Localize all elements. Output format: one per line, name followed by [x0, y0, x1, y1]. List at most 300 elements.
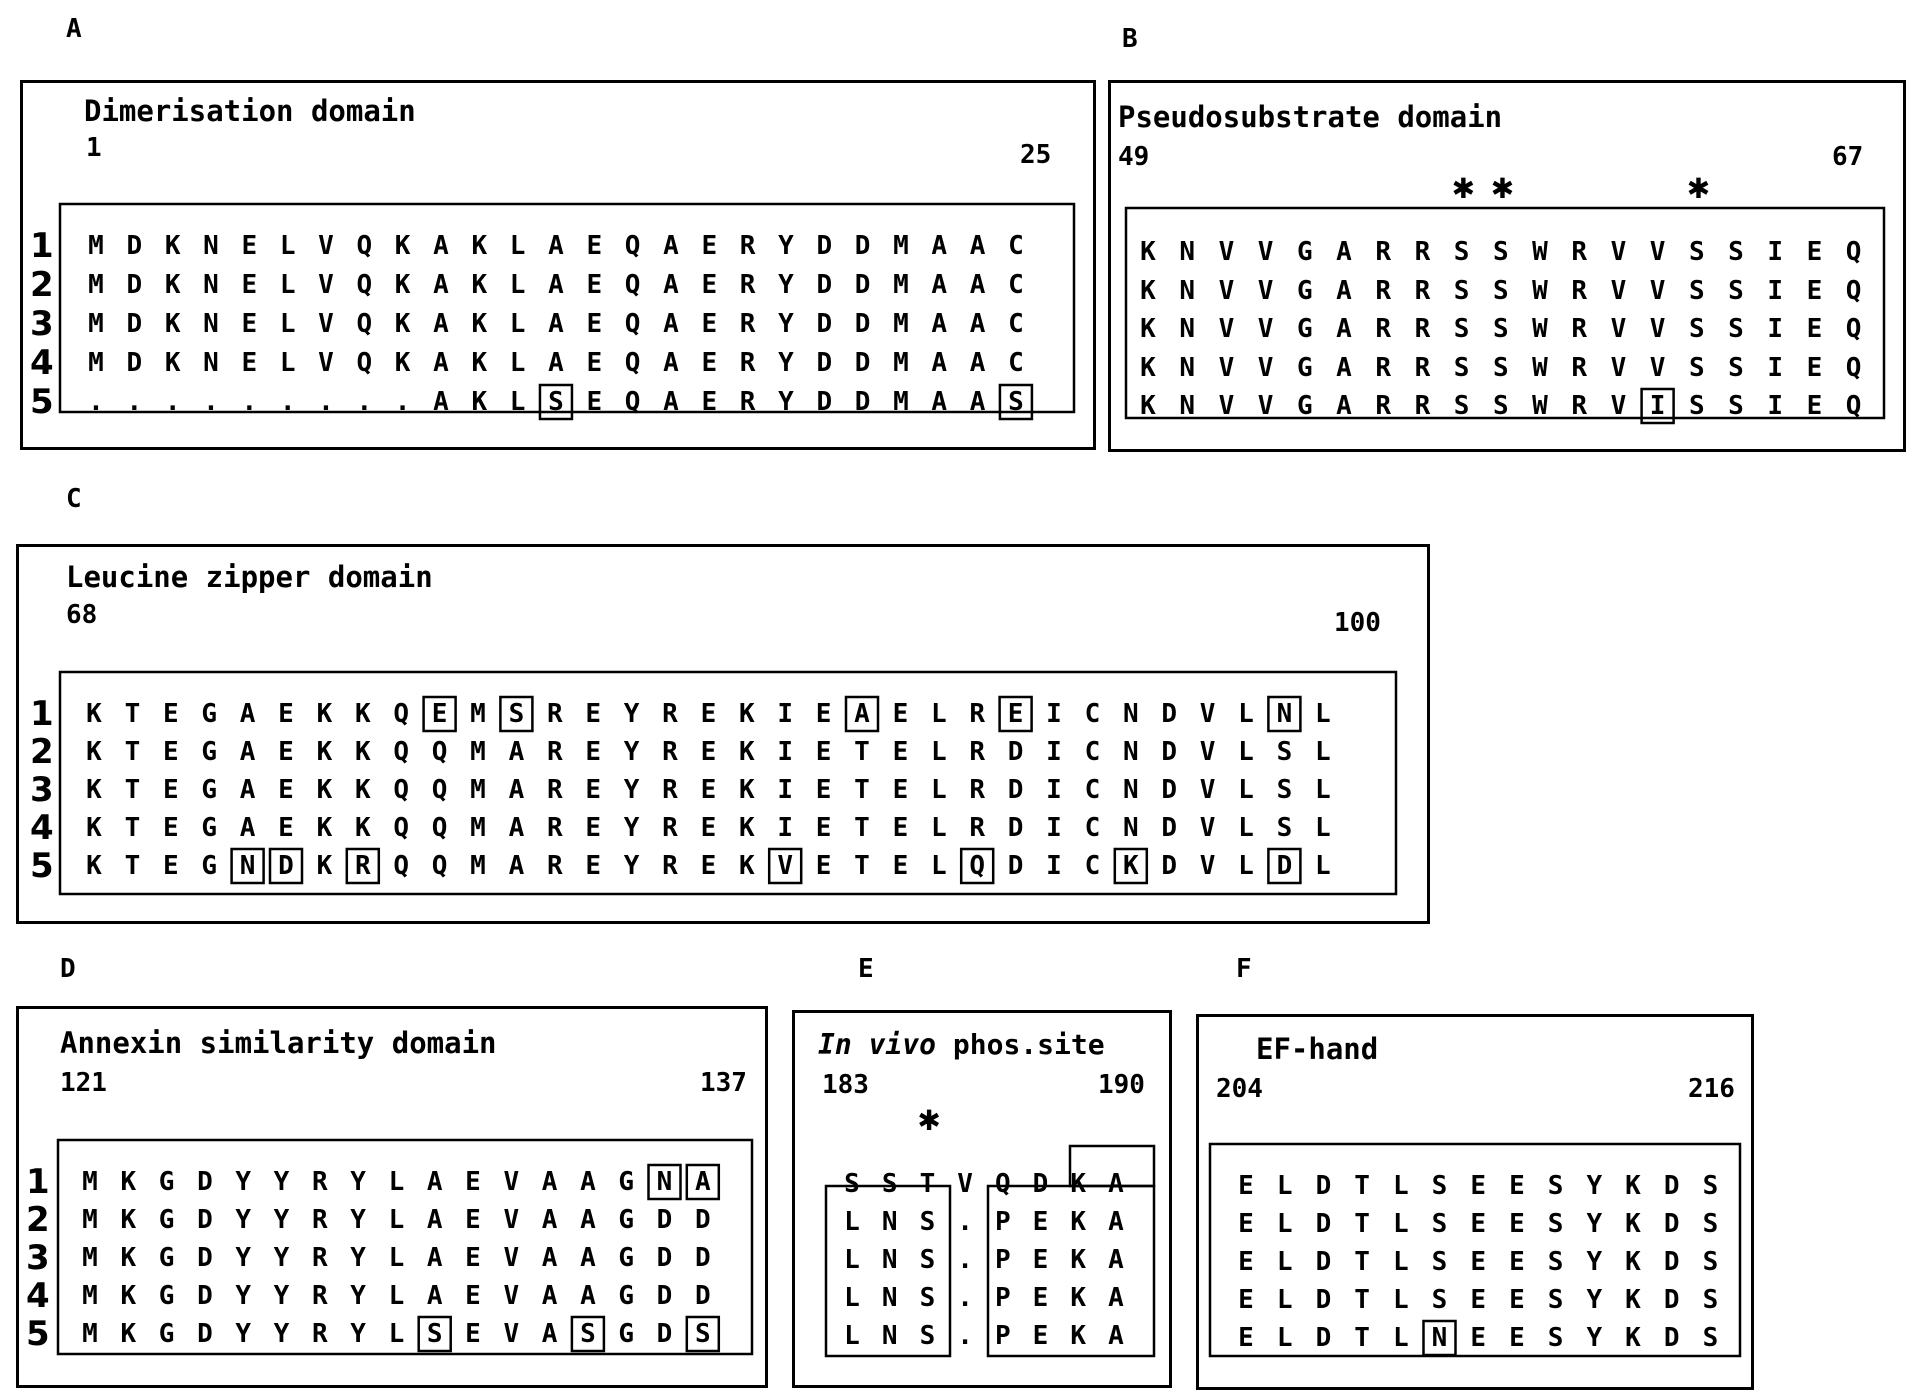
residue: K	[354, 699, 371, 729]
panel-label-a: A	[66, 14, 82, 44]
residue: Q	[393, 813, 410, 843]
residue: G	[618, 1281, 635, 1311]
residue: Y	[778, 348, 794, 378]
residue: I	[1767, 275, 1784, 306]
panel-a-start-number: 1	[86, 133, 102, 163]
residue: E	[815, 699, 832, 729]
residue: N	[203, 348, 219, 378]
residue: K	[86, 737, 102, 767]
residue: Q	[393, 699, 410, 729]
residue: K	[316, 851, 333, 881]
residue: E	[241, 348, 258, 378]
residue: K	[1140, 237, 1156, 267]
residue: D	[694, 1243, 711, 1273]
residue: E	[586, 348, 603, 378]
residue: S	[1688, 275, 1705, 306]
residue: S	[1453, 314, 1470, 344]
residue: L	[279, 309, 296, 339]
residue: D	[1276, 851, 1293, 881]
residue: S	[1728, 275, 1744, 306]
residue: E	[815, 737, 832, 767]
residue: Q	[356, 348, 373, 378]
residue: T	[1354, 1285, 1370, 1315]
residue: V	[1199, 737, 1216, 767]
panel-d-row-label: 1	[26, 1162, 50, 1202]
residue: K	[1140, 275, 1156, 306]
residue: R	[1571, 275, 1588, 306]
residue: E	[1806, 391, 1823, 421]
residue: T	[124, 775, 141, 805]
residue: K	[1070, 1207, 1087, 1237]
residue: V	[1649, 237, 1666, 267]
residue: E	[892, 775, 909, 805]
residue: T	[124, 737, 141, 767]
residue: K	[1625, 1247, 1641, 1277]
residue: E	[585, 737, 602, 767]
residue: E	[1470, 1285, 1487, 1315]
residue: Q	[356, 309, 373, 339]
residue: A	[433, 348, 449, 378]
residue: E	[1032, 1207, 1049, 1237]
residue: E	[1238, 1247, 1254, 1277]
residue: K	[394, 348, 411, 378]
residue: E	[700, 813, 717, 843]
residue: D	[1161, 813, 1178, 843]
residue: R	[739, 387, 756, 417]
residue: R	[1571, 352, 1588, 383]
residue: V	[1218, 314, 1235, 344]
residue: K	[471, 309, 488, 339]
residue: D	[694, 1205, 711, 1235]
residue: K	[738, 737, 755, 767]
residue: E	[585, 851, 602, 881]
residue: L	[1238, 813, 1254, 843]
residue: R	[662, 699, 678, 729]
residue: M	[88, 270, 104, 300]
residue: A	[239, 775, 256, 805]
residue: V	[1257, 237, 1274, 267]
residue: E	[241, 309, 258, 339]
residue: T	[1354, 1209, 1370, 1239]
residue: K	[164, 231, 181, 261]
residue: E	[892, 813, 909, 843]
residue: S	[1547, 1247, 1564, 1277]
residue: E	[1509, 1285, 1525, 1315]
residue: D	[1007, 813, 1024, 843]
residue: E	[815, 851, 832, 881]
residue: Q	[969, 851, 986, 881]
residue: E	[278, 775, 294, 805]
residue: Y	[235, 1205, 252, 1235]
residue: S	[1453, 275, 1470, 306]
residue: E	[1806, 314, 1823, 344]
residue: K	[86, 813, 102, 843]
residue: W	[1532, 352, 1548, 383]
residue: K	[471, 387, 488, 417]
panel-d-row-label: 4	[26, 1276, 50, 1316]
residue: C	[1008, 309, 1024, 339]
residue: I	[777, 775, 794, 805]
residue: D	[126, 231, 143, 261]
residue: N	[1122, 813, 1139, 843]
residue: V	[1649, 352, 1666, 383]
residue: D	[197, 1281, 213, 1311]
residue: K	[1122, 851, 1139, 881]
residue: K	[1625, 1171, 1641, 1201]
residue: A	[580, 1281, 596, 1311]
residue: R	[311, 1281, 328, 1311]
residue: E	[701, 309, 718, 339]
residue: R	[1571, 314, 1588, 344]
residue: E	[1238, 1285, 1254, 1315]
residue: I	[1046, 699, 1062, 729]
panel-e-title-italic: In vivo	[818, 1028, 937, 1061]
residue: N	[1122, 775, 1139, 805]
residue: A	[969, 387, 986, 417]
residue: N	[239, 851, 256, 881]
residue: Y	[623, 813, 640, 843]
residue: .	[957, 1321, 973, 1351]
residue: E	[700, 775, 717, 805]
residue: E	[465, 1167, 481, 1197]
residue: Q	[624, 309, 641, 339]
residue: A	[1108, 1207, 1124, 1237]
panel-label-b: B	[1122, 24, 1138, 54]
residue: D	[197, 1205, 213, 1235]
residue: A	[426, 1281, 443, 1311]
residue: M	[88, 348, 104, 378]
residue: K	[120, 1319, 137, 1349]
residue: E	[465, 1205, 481, 1235]
residue: A	[508, 813, 525, 843]
residue: V	[1610, 237, 1627, 267]
phosphorylation-star-icon: ✱	[1451, 172, 1476, 205]
residue: A	[548, 231, 564, 261]
residue: K	[394, 231, 411, 261]
residue: E	[815, 775, 832, 805]
panel-c-row-label: 5	[30, 846, 54, 886]
residue: R	[1414, 314, 1431, 344]
residue: G	[1296, 314, 1313, 344]
residue: A	[426, 1167, 443, 1197]
residue: R	[311, 1205, 328, 1235]
residue: R	[1375, 391, 1392, 421]
residue: Q	[356, 270, 373, 300]
residue: K	[316, 813, 333, 843]
residue: S	[1688, 391, 1705, 421]
residue: R	[1414, 275, 1431, 306]
residue: Y	[350, 1205, 366, 1235]
residue: T	[854, 813, 870, 843]
residue: L	[1276, 1247, 1293, 1277]
residue: .	[318, 387, 334, 417]
residue: N	[881, 1245, 898, 1275]
residue: Y	[1586, 1209, 1603, 1239]
residue: E	[1806, 352, 1823, 383]
panel-b-title: Pseudosubstrate domain	[1118, 100, 1503, 134]
residue: Q	[1845, 391, 1862, 421]
residue: E	[465, 1281, 481, 1311]
residue: A	[239, 737, 256, 767]
residue: M	[82, 1243, 98, 1273]
residue: V	[1610, 391, 1627, 421]
residue: Y	[623, 737, 640, 767]
panel-c-title: Leucine zipper domain	[66, 560, 433, 594]
residue: Q	[624, 270, 641, 300]
residue: D	[197, 1167, 213, 1197]
residue: E	[465, 1319, 481, 1349]
residue: A	[433, 309, 449, 339]
residue: A	[541, 1243, 558, 1273]
residue: D	[197, 1243, 213, 1273]
residue: D	[816, 387, 833, 417]
residue: .	[164, 387, 181, 417]
residue: K	[1070, 1245, 1087, 1275]
residue: R	[311, 1167, 328, 1197]
residue: N	[203, 270, 219, 300]
residue: A	[1336, 275, 1352, 306]
residue: D	[1663, 1285, 1680, 1315]
residue: A	[663, 348, 679, 378]
residue: E	[278, 737, 294, 767]
residue: D	[1663, 1209, 1680, 1239]
residue: E	[700, 737, 717, 767]
residue: Q	[624, 348, 641, 378]
residue: R	[311, 1319, 328, 1349]
residue: S	[1702, 1323, 1719, 1353]
residue: S	[1702, 1285, 1719, 1315]
residue: Y	[778, 270, 794, 300]
residue: K	[120, 1281, 137, 1311]
residue: E	[701, 270, 718, 300]
residue: A	[663, 309, 679, 339]
residue: Y	[778, 387, 794, 417]
residue: E	[586, 309, 603, 339]
residue: K	[1070, 1321, 1087, 1351]
residue: M	[82, 1281, 98, 1311]
residue: S	[1728, 391, 1744, 421]
residue: G	[201, 737, 218, 767]
residue: Y	[273, 1167, 290, 1197]
residue: D	[656, 1243, 673, 1273]
residue: A	[541, 1319, 558, 1349]
residue: L	[388, 1319, 405, 1349]
residue: L	[844, 1283, 860, 1313]
residue: G	[158, 1243, 175, 1273]
residue: W	[1532, 391, 1548, 421]
residue: P	[994, 1207, 1011, 1237]
residue: T	[124, 699, 141, 729]
residue: E	[1238, 1323, 1254, 1353]
residue: D	[854, 387, 871, 417]
residue: T	[1354, 1247, 1370, 1277]
residue: E	[1470, 1209, 1487, 1239]
residue: .	[203, 387, 219, 417]
residue: V	[318, 270, 334, 300]
residue: A	[1336, 391, 1352, 421]
residue: R	[739, 270, 756, 300]
residue: A	[1108, 1169, 1124, 1199]
residue: S	[1702, 1247, 1719, 1277]
residue: L	[844, 1321, 860, 1351]
residue: D	[126, 309, 143, 339]
residue: T	[124, 851, 141, 881]
residue: S	[1276, 737, 1293, 767]
residue: Y	[235, 1243, 252, 1273]
residue: D	[1663, 1323, 1680, 1353]
panel-a-row-label: 5	[30, 382, 54, 422]
panel-c-row-label: 2	[30, 732, 54, 772]
residue: L	[279, 270, 296, 300]
residue: E	[585, 699, 602, 729]
residue: L	[930, 851, 947, 881]
residue: Y	[273, 1281, 290, 1311]
residue: R	[969, 813, 986, 843]
residue: L	[1314, 699, 1331, 729]
residue: T	[1354, 1323, 1370, 1353]
residue: L	[1392, 1323, 1409, 1353]
panel-f-title: EF-hand	[1256, 1032, 1379, 1066]
residue: R	[1414, 391, 1431, 421]
residue: Y	[235, 1319, 252, 1349]
residue: L	[844, 1245, 860, 1275]
panel-a-row-label: 3	[30, 304, 54, 344]
residue: E	[278, 699, 294, 729]
residue: V	[1257, 391, 1274, 421]
residue: .	[957, 1245, 973, 1275]
residue: E	[1238, 1171, 1254, 1201]
residue: Q	[624, 387, 641, 417]
residue: L	[1314, 775, 1331, 805]
residue: D	[1315, 1247, 1332, 1277]
panel-c-row-label: 1	[30, 694, 54, 734]
residue: T	[919, 1169, 936, 1199]
residue: V	[503, 1319, 520, 1349]
residue: L	[1314, 737, 1331, 767]
residue: E	[585, 775, 602, 805]
residue: V	[777, 851, 794, 881]
residue: G	[618, 1243, 635, 1273]
residue: N	[1122, 737, 1139, 767]
residue: D	[854, 270, 871, 300]
residue: D	[1663, 1247, 1680, 1277]
residue: N	[1431, 1323, 1448, 1353]
residue: G	[158, 1281, 175, 1311]
residue: V	[1610, 352, 1627, 383]
residue: M	[893, 387, 909, 417]
residue: K	[316, 699, 333, 729]
panel-e-start-number: 183	[822, 1070, 869, 1100]
residue: E	[815, 813, 832, 843]
residue: S	[919, 1283, 936, 1313]
residue: I	[1046, 737, 1062, 767]
residue: D	[1315, 1285, 1332, 1315]
residue: S	[1702, 1209, 1719, 1239]
residue: E	[892, 851, 909, 881]
residue: G	[1296, 352, 1313, 383]
residue: K	[471, 231, 488, 261]
residue: R	[1414, 352, 1431, 383]
residue: M	[82, 1167, 98, 1197]
residue: G	[158, 1167, 175, 1197]
residue: A	[239, 699, 256, 729]
residue: V	[503, 1243, 520, 1273]
residue: A	[694, 1167, 711, 1197]
residue: S	[508, 699, 525, 729]
residue: W	[1532, 275, 1548, 306]
residue: P	[994, 1321, 1011, 1351]
residue: L	[509, 348, 526, 378]
residue: D	[816, 270, 833, 300]
residue: A	[1336, 352, 1352, 383]
residue: L	[1314, 813, 1331, 843]
residue: E	[1032, 1245, 1049, 1275]
residue: M	[88, 231, 104, 261]
residue: S	[1547, 1285, 1564, 1315]
panel-a-row-label: 1	[30, 226, 54, 266]
residue: R	[546, 699, 563, 729]
panel-f-start-number: 204	[1216, 1074, 1263, 1104]
residue: L	[1276, 1171, 1293, 1201]
residue: E	[162, 775, 179, 805]
residue: R	[662, 737, 678, 767]
residue: R	[662, 775, 678, 805]
residue: K	[1140, 314, 1156, 344]
residue: K	[394, 309, 411, 339]
residue: S	[1688, 352, 1705, 383]
residue: A	[426, 1243, 443, 1273]
residue: L	[930, 813, 947, 843]
residue: A	[508, 851, 525, 881]
residue: K	[86, 851, 102, 881]
residue: E	[1470, 1247, 1487, 1277]
residue: R	[662, 813, 678, 843]
residue: D	[126, 270, 143, 300]
residue: A	[433, 270, 449, 300]
residue: E	[1806, 275, 1823, 306]
residue: Q	[393, 775, 410, 805]
residue: C	[1008, 348, 1024, 378]
residue: E	[1032, 1283, 1049, 1313]
residue: A	[931, 309, 948, 339]
residue: M	[82, 1205, 98, 1235]
residue: N	[1179, 352, 1196, 383]
residue: Q	[1845, 314, 1862, 344]
residue: M	[893, 309, 909, 339]
residue: Y	[273, 1243, 290, 1273]
residue: I	[1767, 391, 1784, 421]
phosphorylation-star-icon: ✱	[1490, 172, 1515, 205]
residue: Y	[1586, 1285, 1603, 1315]
residue: A	[433, 387, 449, 417]
panel-b-start-number: 49	[1118, 142, 1150, 172]
residue: G	[158, 1205, 175, 1235]
residue: Y	[623, 775, 640, 805]
residue: T	[854, 775, 870, 805]
residue: M	[470, 699, 486, 729]
residue: D	[1007, 737, 1024, 767]
residue: K	[120, 1243, 137, 1273]
residue: .	[126, 387, 143, 417]
residue: R	[1414, 237, 1431, 267]
residue: A	[1336, 314, 1352, 344]
residue: L	[1392, 1247, 1409, 1277]
residue: E	[241, 231, 258, 261]
residue: S	[1276, 775, 1293, 805]
residue: T	[854, 737, 870, 767]
residue: L	[1392, 1285, 1409, 1315]
residue: S	[1688, 314, 1705, 344]
